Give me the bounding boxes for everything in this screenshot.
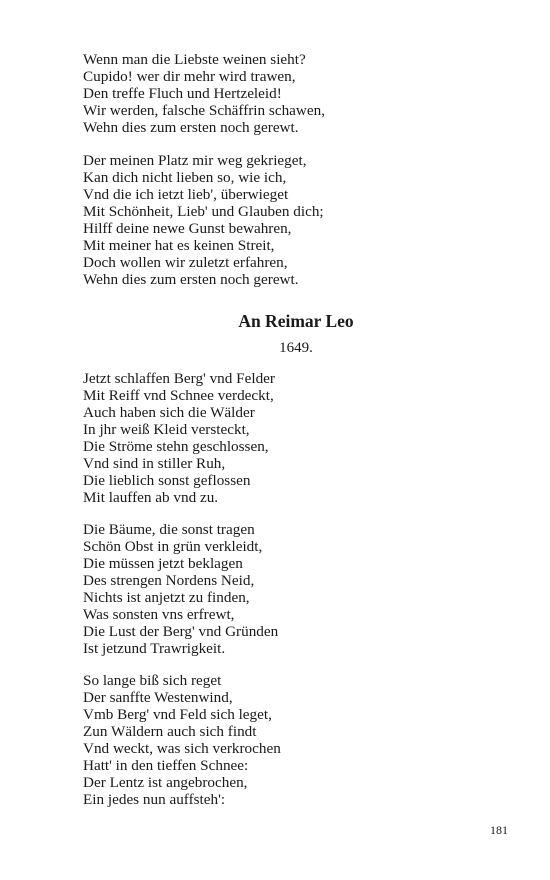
verse-line: Wehn dies zum ersten noch gerewt. <box>83 119 299 136</box>
verse-line: Vmb Berg' vnd Feld sich leget, <box>83 706 272 723</box>
verse-line: Wenn man die Liebste weinen sieht? <box>83 51 306 68</box>
verse-line: Mit Reiff vnd Schnee verdeckt, <box>83 387 274 404</box>
verse-line: Schön Obst in grün verkleidt, <box>83 538 263 555</box>
verse-line: Vnd sind in stiller Ruh, <box>83 455 226 472</box>
verse-line: Die Lust der Berg' vnd Gründen <box>83 623 279 640</box>
verse-line: Den treffe Fluch und Hertzeleid! <box>83 85 282 102</box>
poem-title: An Reimar Leo <box>238 311 354 331</box>
verse-line: Nichts ist anjetzt zu finden, <box>83 589 250 606</box>
verse-line: Des strengen Nordens Neid, <box>83 572 255 589</box>
verse-line: Vnd weckt, was sich verkrochen <box>83 740 281 757</box>
verse-line: Cupido! wer dir mehr wird trawen, <box>83 68 296 85</box>
verse-line: Jetzt schlaffen Berg' vnd Felder <box>83 370 275 387</box>
verse-line: So lange biß sich reget <box>83 672 222 689</box>
verse-line: Wir werden, falsche Schäffrin schawen, <box>83 102 326 119</box>
verse-line: Doch wollen wir zuletzt erfahren, <box>83 254 288 271</box>
verse-line: Ein jedes nun auffsteh': <box>83 791 226 808</box>
stanza <box>83 51 503 136</box>
verse-line: Hatt' in den tieffen Schnee: <box>83 757 249 774</box>
verse-line: Was sonsten vns erfrewt, <box>83 606 235 623</box>
verse-line: Der meinen Platz mir weg gekrieget, <box>83 152 307 169</box>
verse-line: Die lieblich sonst geflossen <box>83 472 251 489</box>
verse-line: Mit meiner hat es keinen Streit, <box>83 237 275 254</box>
verse-line: Zun Wäldern auch sich findt <box>83 723 257 740</box>
stanza <box>83 370 503 506</box>
verse-line: Vnd die ich ietzt lieb', überwieget <box>83 186 289 203</box>
verse-line: In jhr weiß Kleid versteckt, <box>83 421 250 438</box>
verse-line: Die Bäume, die sonst tragen <box>83 521 255 538</box>
verse-line: Mit lauffen ab vnd zu. <box>83 489 219 506</box>
page-number: 181 <box>490 823 508 837</box>
verse-line: Die müssen jetzt beklagen <box>83 555 243 572</box>
stanza <box>83 521 503 657</box>
stanza <box>83 672 503 808</box>
stanza <box>83 152 503 288</box>
verse-line: Der Lentz ist angebrochen, <box>83 774 248 791</box>
verse-line: Auch haben sich die Wälder <box>83 404 255 421</box>
verse-line: Die Ströme stehn geschlossen, <box>83 438 269 455</box>
verse-line: Wehn dies zum ersten noch gerewt. <box>83 271 299 288</box>
verse-line: Mit Schönheit, Lieb' und Glauben dich; <box>83 203 324 220</box>
poem-date: 1649. <box>279 340 313 356</box>
verse-line: Kan dich nicht lieben so, wie ich, <box>83 169 287 186</box>
verse-line: Hilff deine newe Gunst bewahren, <box>83 220 292 237</box>
verse-line: Der sanffte Westenwind, <box>83 689 233 706</box>
verse-line: Ist jetzund Trawrigkeit. <box>83 640 226 657</box>
